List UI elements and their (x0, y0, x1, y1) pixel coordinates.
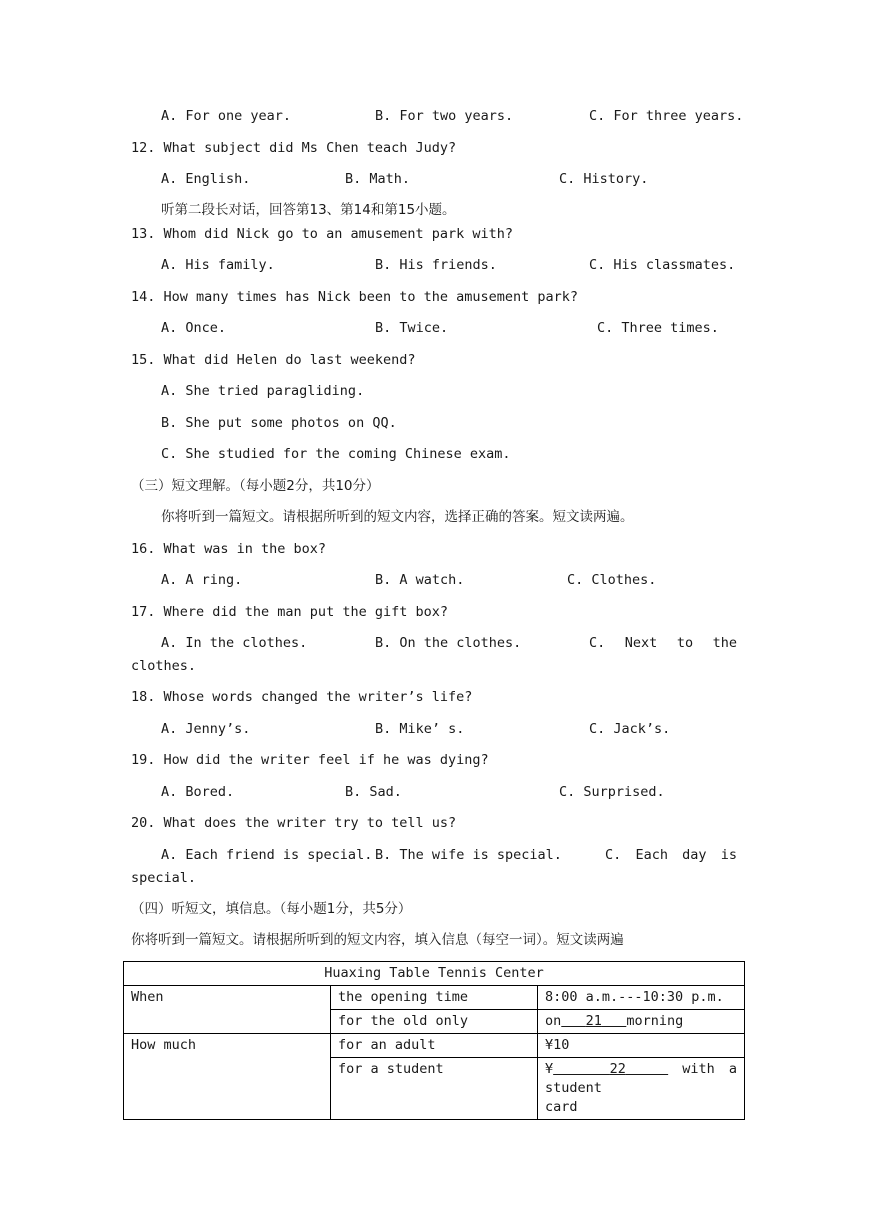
q15-option-a: A. She tried paragliding. (161, 383, 365, 399)
q11-option-c: C. For three years. (589, 108, 744, 124)
q16-option-c: C. Clothes. (567, 572, 657, 588)
q15-question: 15. What did Helen do last weekend? (131, 352, 416, 368)
opening-time-label: the opening time (331, 986, 538, 1010)
q16-option-b: B. A watch. (375, 572, 465, 588)
q14-option-b: B. Twice. (375, 320, 449, 336)
q17-option-c-continued: clothes. (131, 658, 197, 674)
q19-question: 19. How did the writer feel if he was dying? (131, 752, 489, 768)
q17-question: 17. Where did the man put the gift box? (131, 604, 448, 620)
part3-instruction: 你将听到一篇短文。请根据所听到的短文内容，选择正确的答案。短文读两遍。 (161, 509, 634, 525)
q19-option-a: A. Bored. (161, 784, 235, 800)
q20-option-c: C. Each day is (605, 847, 737, 863)
q12-option-a: A. English. (161, 171, 251, 187)
q18-option-c: C. Jack’s. (589, 721, 671, 737)
blank-22: 22 (609, 1061, 626, 1077)
old-only-label: for the old only (331, 1010, 538, 1034)
adult-label: for an adult (331, 1034, 538, 1058)
q17-option-b: B. On the clothes. (375, 635, 522, 651)
q11-option-b: B. For two years. (375, 108, 514, 124)
q13-option-b: B. His friends. (375, 257, 497, 273)
q16-option-a: A. A ring. (161, 572, 243, 588)
q13-question: 13. Whom did Nick go to an amusement park with? (131, 226, 514, 242)
q16-question: 16. What was in the box? (131, 541, 327, 557)
q19-option-c: C. Surprised. (559, 784, 665, 800)
q18-option-a: A. Jenny’s. (161, 721, 251, 737)
q12-question: 12. What subject did Ms Chen teach Judy? (131, 140, 457, 156)
q13-option-c: C. His classmates. (589, 257, 736, 273)
adult-value: ¥10 (538, 1034, 745, 1058)
q17-option-a: A. In the clothes. (161, 635, 308, 651)
q20-question: 20. What does the writer try to tell us? (131, 815, 457, 831)
q11-option-a: A. For one year. (161, 108, 292, 124)
student-value-continued: card (545, 1099, 578, 1115)
q20-option-a: A. Each friend is special. (161, 847, 373, 863)
q20-option-c-continued: special. (131, 870, 197, 886)
q15-option-b: B. She put some photos on QQ. (161, 415, 397, 431)
opening-time-value: 8:00 a.m.---10:30 p.m. (538, 986, 745, 1010)
part4-title: （四）听短文，填信息。（每小题1分，共5分） (131, 901, 412, 917)
q14-option-a: A. Once. (161, 320, 227, 336)
how-much-label: How much (124, 1034, 331, 1120)
q13-option-a: A. His family. (161, 257, 275, 273)
info-table (123, 961, 745, 1120)
table-row (124, 962, 745, 986)
part4-instruction: 你将听到一篇短文。请根据所听到的短文内容，填入信息（每空一词）。短文读两遍 (131, 932, 624, 948)
student-value: ¥ 22 with a student card (538, 1058, 745, 1120)
old-only-value: on 21 morning (538, 1010, 745, 1034)
q17-option-c: C. Next to the (589, 635, 737, 651)
q12-option-b: B. Math. (345, 171, 411, 187)
q14-question: 14. How many times has Nick been to the amusement park? (131, 289, 579, 305)
table-title: Huaxing Table Tennis Center (124, 962, 745, 986)
q20-option-b: B. The wife is special. (375, 847, 562, 863)
table-row (124, 986, 745, 1010)
table-row (124, 1034, 745, 1058)
q19-option-b: B. Sad. (345, 784, 402, 800)
q12-option-c: C. History. (559, 171, 649, 187)
blank-21: 21 (585, 1013, 602, 1029)
q14-option-c: C. Three times. (597, 320, 719, 336)
section2-note: 听第二段长对话，回答第13、第14和第15小题。 (161, 202, 456, 218)
q15-option-c: C. She studied for the coming Chinese exam. (161, 446, 511, 462)
when-label: When (124, 986, 331, 1034)
q18-question: 18. Whose words changed the writer’s life? (131, 689, 473, 705)
student-label: for a student (331, 1058, 538, 1120)
q18-option-b: B. Mike’ s. (375, 721, 465, 737)
part3-title: （三）短文理解。（每小题2分，共10分） (131, 478, 380, 494)
